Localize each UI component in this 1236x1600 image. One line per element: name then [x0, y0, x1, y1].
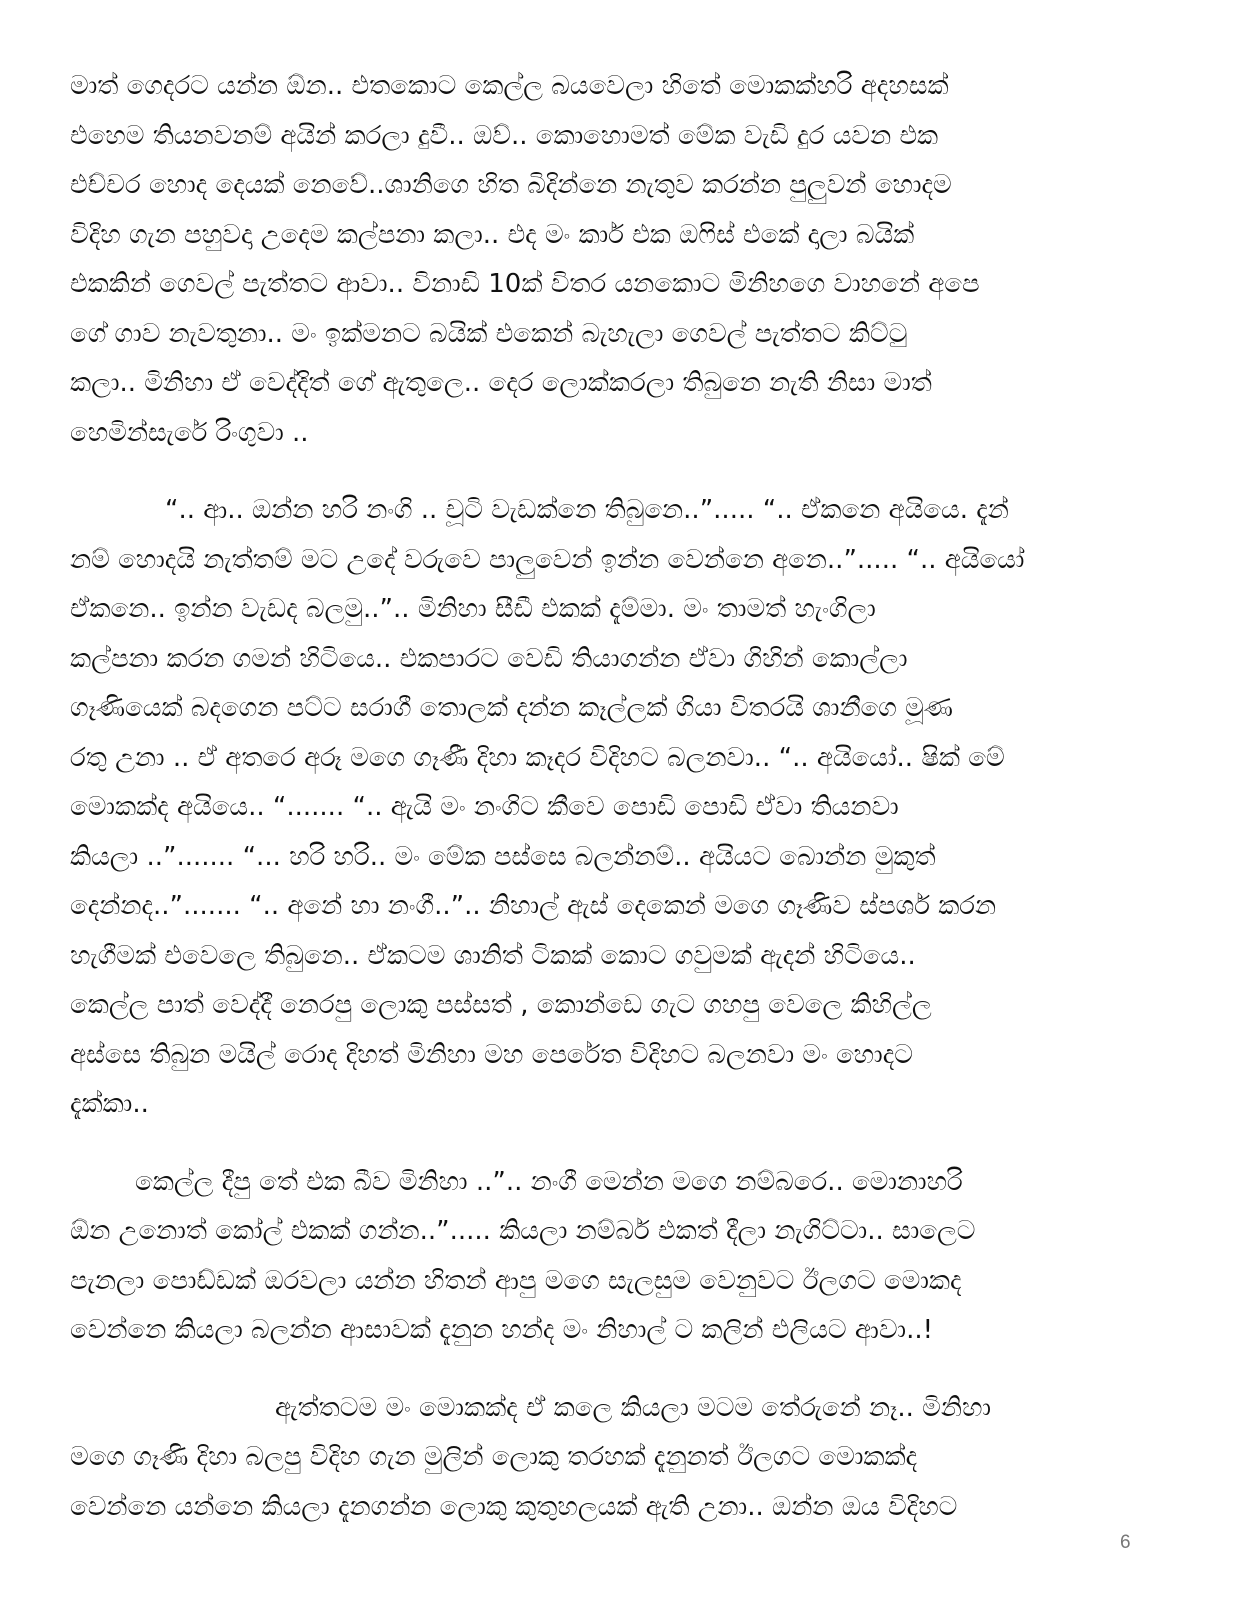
text-line: ඕන උනොත් කෝල් එකක් ගන්න..”..... කියලා නම්බර් එකත් දීලා නැගිට්ටා.. සාලෙට	[70, 1216, 976, 1246]
text-line: දෙන්නද..”....... “.. අනේ හා නංගී..”.. නිහාල් ඇස් දෙකෙන් මගෙ ගෑණිව ස්පර්ශ කරන	[70, 891, 997, 921]
text-line: අස්සෙ තිබුන මයිල් රොද දිහත් මිනිහා මහ පෙරේත විදිහට බලනවා මං හොදට	[70, 1039, 913, 1070]
paragraph-3	[70, 1158, 1170, 1356]
text-line: දැක්කා..	[70, 1089, 149, 1119]
text-line: නම් හොදයි නැත්තම් මට උදේ වරුවෙ පාලුවෙන් ඉන්න වෙන්නෙ අනෙ..”..... “.. අයියෝ	[70, 544, 1025, 575]
text-line: එහෙම තියනවනම් අයින් කරලා දුවී.. ඔව්.. කොහොමත් මේක වැඩි දුර යවන එක	[70, 120, 939, 151]
paragraph-4	[70, 1384, 1170, 1523]
text-line: ගේ ගාව නැවතුනා.. මං ඉක්මනට බයික් එකෙන් බැහැලා ගෙවල් පැත්තට කිට්ටු	[70, 318, 908, 349]
text-line: පැනලා පොඩ්ඩක් ඔරවලා යන්න හිතන් ආපු මගෙ සැලසුම වෙනුවට ඊලගට මොකද	[70, 1265, 962, 1296]
text-line: ඒකනෙ.. ඉන්න වැඩද බලමු..”.. මිනිහා සීඩී එකක් දැම්මා. මං තාමත් හැංගිලා	[70, 594, 876, 624]
text-line: හැගීමක් එවෙලෙ තිබුනෙ.. ඒකටම ශානිත් ටිකක් කොට ගවුමක් ඇදන් හිටියෙ..	[70, 940, 916, 971]
text-line: විදිහ ගැන පහුවදා උදෙම කල්පනා කලා.. එද මං කාර් එක ඔෆිස් එකේ දාලා බයික්	[70, 219, 915, 250]
text-line: මාත් ගෙදරට යන්න ඕන.. එතකොට කෙල්ල බයවෙලා හිතේ මොකක්හරි අදහසක්	[70, 71, 949, 101]
text-line: ගෑණියෙක් බදගෙන පට්ට සරාගී තොලක් දන්න කෑල්ලක් ගියා විතරයි ශානීගෙ මූණ	[70, 693, 954, 723]
text-line: කෙල්ල පාත් වෙද්දී නෙරපු ලොකු පස්සත් , කොන්ඩෙ ගැට ගහපු වෙලෙ කිහිල්ල	[70, 990, 932, 1020]
text-line: මගෙ ගෑණි දිහා බලපු විදිහ ගැන මුලින් ලොකු තරහක් දැනුනත් ඊලගට මොකක්ද	[70, 1442, 918, 1472]
text-line: වෙන්නෙ කියලා බලන්න ආසාවක් දැනුන හන්ද මං නිහාල් ට කලින් එලියට ආවා..!	[70, 1315, 934, 1345]
text-line: හෙමින්සැරේ රිංගුවා ..	[70, 417, 309, 448]
text-line: මොකක්ද අයියෙ.. “....... “.. ඇයි මං නංගිට කීවෙ පොඩි පොඩි ඒවා තියනවා	[70, 792, 899, 822]
text-line: කලා.. මිනිහා ඒ වෙද්දිත් ගේ ඇතුලෙ.. දෙර ලොක්කරලා තිබුනෙ නැති නිසා මාත්	[70, 368, 932, 398]
text-line: ඇත්තටම මං මොකක්ද ඒ කලෙ කියලා මටම තේරුනේ නෑ.. මිනිහා	[275, 1392, 992, 1423]
text-line: කල්පනා කරන ගමන් හිටියෙ.. එකපාරට වෙඩි තියාගන්න ඒවා ගිහින් කොල්ලා	[70, 643, 908, 674]
text-line: රතු උනා .. ඒ අතරෙ අරූ මගෙ ගෑණී දිහා කෑදර විදිහට බලනවා.. “.. අයියෝ.. ෂික් මේ	[70, 742, 1005, 773]
paragraph-1	[70, 62, 1170, 458]
text-line: එච්චර හොද දෙයක් නෙවේ..ශානිගෙ හිත බිදින්නෙ නැතුව කරන්න පුලුවන් හොදම	[70, 170, 952, 200]
page-number: 6	[1120, 1532, 1131, 1553]
text-line: කෙල්ල දීපු තේ එක බීව මිනිහා ..”.. නංගී මෙන්න මගෙ නම්බරෙ.. මොනාහරි	[135, 1166, 963, 1197]
text-line: “.. ආ.. ඔන්න හරි නංගි .. චූටි වැඩක්නෙ තිබුනෙ..”..... “.. ඒකනෙ අයියෙ. දැන්	[165, 495, 1009, 525]
paragraph-2	[70, 486, 1170, 1130]
text-line: වෙන්නෙ යන්නෙ කියලා දැනගන්න ලොකු කුතුහලයක් ඇති උනා.. ඔන්න ඔය විදිහට	[70, 1491, 958, 1522]
text-line: කියලා ..”....... “... හරි හරි.. මං මේක පස්සෙ බලන්නම්.. අයියට බොන්න මුකුත්	[70, 841, 936, 872]
text-line: එකකින් ගෙවල් පැත්තට ආවා.. විනාඩි 10ක් විතර යනකොට මිනිහගෙ වාහනේ අපෙ	[70, 269, 980, 299]
document-page	[70, 62, 1170, 1522]
